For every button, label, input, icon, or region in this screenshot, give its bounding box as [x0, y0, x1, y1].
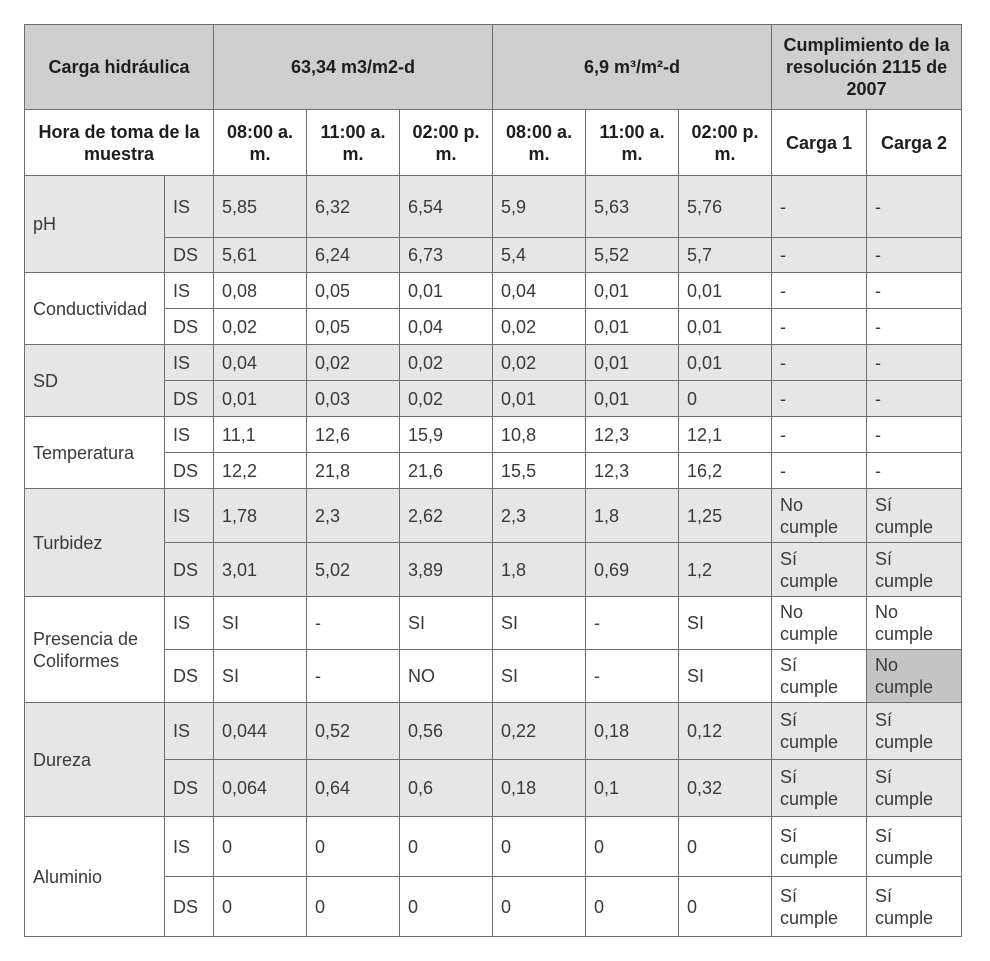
sample-position: IS — [165, 176, 214, 238]
compliance-carga-1: Sí cumple — [772, 543, 867, 597]
table-row — [25, 176, 962, 238]
measurement-value: SI — [679, 597, 772, 650]
measurement-value: 0,01 — [586, 381, 679, 417]
measurement-value: 0 — [214, 817, 307, 877]
measurement-value: 12,2 — [214, 453, 307, 489]
measurement-value: SI — [214, 597, 307, 650]
table-row — [25, 417, 962, 453]
measurement-value: 12,3 — [586, 453, 679, 489]
table-row — [25, 760, 962, 817]
measurement-value: 0,01 — [586, 345, 679, 381]
compliance-carga-2: - — [867, 176, 962, 238]
table-row — [25, 597, 962, 650]
compliance-carga-2: Sí cumple — [867, 817, 962, 877]
measurement-value: 2,3 — [307, 489, 400, 543]
measurement-value: 6,73 — [400, 238, 493, 273]
measurement-value: 0 — [679, 381, 772, 417]
measurement-value: 0,01 — [214, 381, 307, 417]
measurement-value: 0,01 — [679, 345, 772, 381]
measurement-value: 12,1 — [679, 417, 772, 453]
measurement-value: 1,2 — [679, 543, 772, 597]
measurement-value: 0,12 — [679, 703, 772, 760]
sample-position: DS — [165, 309, 214, 345]
measurement-value: 0,03 — [307, 381, 400, 417]
measurement-value: 0,044 — [214, 703, 307, 760]
measurement-value: 0,1 — [586, 760, 679, 817]
parameter-name: pH — [25, 176, 165, 273]
measurement-value: 0,32 — [679, 760, 772, 817]
measurement-value: - — [307, 597, 400, 650]
sample-position: IS — [165, 597, 214, 650]
compliance-carga-1: - — [772, 381, 867, 417]
time-header: 08:00 a. m. — [493, 110, 586, 176]
water-quality-table — [24, 24, 962, 937]
measurement-value: 2,3 — [493, 489, 586, 543]
measurement-value: 3,89 — [400, 543, 493, 597]
measurement-value: 0,64 — [307, 760, 400, 817]
measurement-value: 1,8 — [586, 489, 679, 543]
measurement-value: 6,32 — [307, 176, 400, 238]
time-header: 02:00 p. m. — [400, 110, 493, 176]
measurement-value: 1,78 — [214, 489, 307, 543]
compliance-carga-2: Sí cumple — [867, 877, 962, 937]
measurement-value: 0,52 — [307, 703, 400, 760]
compliance-carga-2: Sí cumple — [867, 489, 962, 543]
measurement-value: SI — [493, 650, 586, 703]
measurement-value: 5,4 — [493, 238, 586, 273]
table-row — [25, 703, 962, 760]
measurement-value: NO — [400, 650, 493, 703]
sample-position: DS — [165, 238, 214, 273]
sample-position: DS — [165, 877, 214, 937]
sample-position: IS — [165, 703, 214, 760]
sample-position: IS — [165, 345, 214, 381]
compliance-carga-2: Sí cumple — [867, 760, 962, 817]
measurement-value: 0,02 — [307, 345, 400, 381]
measurement-value: 0,04 — [400, 309, 493, 345]
measurement-value: 0 — [679, 877, 772, 937]
table-row — [25, 877, 962, 937]
measurement-value: - — [307, 650, 400, 703]
sample-position: IS — [165, 489, 214, 543]
sample-position: DS — [165, 650, 214, 703]
measurement-value: 0,02 — [493, 345, 586, 381]
measurement-value: 0,01 — [586, 309, 679, 345]
table-row — [25, 238, 962, 273]
compliance-carga-1: - — [772, 176, 867, 238]
measurement-value: 2,62 — [400, 489, 493, 543]
sample-position: IS — [165, 817, 214, 877]
measurement-value: 5,7 — [679, 238, 772, 273]
sample-time-header: Hora de toma de la muestra — [25, 110, 214, 176]
table-row — [25, 489, 962, 543]
time-header: 11:00 a. m. — [586, 110, 679, 176]
measurement-value: - — [586, 650, 679, 703]
header-row-1 — [25, 25, 962, 110]
compliance-carga-1: - — [772, 417, 867, 453]
compliance-carga-2: - — [867, 417, 962, 453]
compliance-carga-1: No cumple — [772, 489, 867, 543]
table-row — [25, 273, 962, 309]
measurement-value: 0,02 — [493, 309, 586, 345]
table-row — [25, 817, 962, 877]
measurement-value: 0,18 — [493, 760, 586, 817]
time-header: 11:00 a. m. — [307, 110, 400, 176]
load-1-header: 63,34 m3/m2-d — [214, 25, 493, 110]
compliance-carga-2: - — [867, 453, 962, 489]
compliance-carga-2: - — [867, 273, 962, 309]
measurement-value: 0,01 — [493, 381, 586, 417]
measurement-value: 0,01 — [400, 273, 493, 309]
measurement-value: 0,02 — [214, 309, 307, 345]
measurement-value: 0 — [400, 817, 493, 877]
measurement-value: 11,1 — [214, 417, 307, 453]
measurement-value: SI — [493, 597, 586, 650]
measurement-value: 5,63 — [586, 176, 679, 238]
time-header: 08:00 a. m. — [214, 110, 307, 176]
sample-position: IS — [165, 417, 214, 453]
sample-position: DS — [165, 453, 214, 489]
parameter-name: SD — [25, 345, 165, 417]
table-row — [25, 309, 962, 345]
measurement-value: 6,54 — [400, 176, 493, 238]
carga-2-header: Carga 2 — [867, 110, 962, 176]
measurement-value: 5,02 — [307, 543, 400, 597]
compliance-carga-2: - — [867, 381, 962, 417]
measurement-value: 0,69 — [586, 543, 679, 597]
compliance-carga-1: Sí cumple — [772, 877, 867, 937]
compliance-carga-2: No cumple — [867, 650, 962, 703]
measurement-value: 0,01 — [679, 309, 772, 345]
carga-hidraulica-header: Carga hidráulica — [25, 25, 214, 110]
compliance-carga-1: - — [772, 238, 867, 273]
measurement-value: 1,25 — [679, 489, 772, 543]
table-row — [25, 453, 962, 489]
sample-position: DS — [165, 760, 214, 817]
compliance-carga-1: - — [772, 453, 867, 489]
compliance-carga-1: - — [772, 345, 867, 381]
measurement-value: 0,02 — [400, 381, 493, 417]
measurement-value: 5,85 — [214, 176, 307, 238]
table-row — [25, 650, 962, 703]
measurement-value: 0,05 — [307, 273, 400, 309]
measurement-value: 0,05 — [307, 309, 400, 345]
compliance-carga-2: No cumple — [867, 597, 962, 650]
parameter-name: Dureza — [25, 703, 165, 817]
measurement-value: 0 — [307, 817, 400, 877]
measurement-value: 0,064 — [214, 760, 307, 817]
measurement-value: 16,2 — [679, 453, 772, 489]
compliance-carga-2: - — [867, 238, 962, 273]
compliance-carga-1: - — [772, 309, 867, 345]
header-row-2 — [25, 110, 962, 176]
measurement-value: 0 — [679, 817, 772, 877]
measurement-value: 21,6 — [400, 453, 493, 489]
table-row — [25, 381, 962, 417]
compliance-carga-1: Sí cumple — [772, 650, 867, 703]
measurement-value: 0 — [307, 877, 400, 937]
measurement-value: - — [586, 597, 679, 650]
carga-1-header: Carga 1 — [772, 110, 867, 176]
compliance-carga-1: - — [772, 273, 867, 309]
measurement-value: 0 — [400, 877, 493, 937]
measurement-value: SI — [679, 650, 772, 703]
compliance-carga-1: Sí cumple — [772, 760, 867, 817]
compliance-carga-1: No cumple — [772, 597, 867, 650]
time-header: 02:00 p. m. — [679, 110, 772, 176]
measurement-value: 5,61 — [214, 238, 307, 273]
measurement-value: 0 — [493, 877, 586, 937]
measurement-value: 15,9 — [400, 417, 493, 453]
table-row — [25, 345, 962, 381]
measurement-value: 0,56 — [400, 703, 493, 760]
compliance-carga-2: - — [867, 309, 962, 345]
measurement-value: 0,08 — [214, 273, 307, 309]
measurement-value: 1,8 — [493, 543, 586, 597]
sample-position: DS — [165, 543, 214, 597]
measurement-value: 3,01 — [214, 543, 307, 597]
measurement-value: 0,18 — [586, 703, 679, 760]
measurement-value: 0,04 — [493, 273, 586, 309]
measurement-value: 0,04 — [214, 345, 307, 381]
measurement-value: 5,9 — [493, 176, 586, 238]
parameter-name: Presencia de Coliformes — [25, 597, 165, 703]
measurement-value: 6,24 — [307, 238, 400, 273]
compliance-carga-2: Sí cumple — [867, 543, 962, 597]
measurement-value: 5,52 — [586, 238, 679, 273]
measurement-value: 0 — [214, 877, 307, 937]
measurement-value: 5,76 — [679, 176, 772, 238]
measurement-value: 0,6 — [400, 760, 493, 817]
parameter-name: Conductividad — [25, 273, 165, 345]
measurement-value: 0,22 — [493, 703, 586, 760]
measurement-value: 0,01 — [679, 273, 772, 309]
measurement-value: 12,3 — [586, 417, 679, 453]
measurement-value: 12,6 — [307, 417, 400, 453]
compliance-carga-2: Sí cumple — [867, 703, 962, 760]
parameter-name: Temperatura — [25, 417, 165, 489]
load-2-header: 6,9 m³/m²-d — [493, 25, 772, 110]
compliance-carga-2: - — [867, 345, 962, 381]
measurement-value: 21,8 — [307, 453, 400, 489]
measurement-value: 0 — [586, 817, 679, 877]
table-row — [25, 543, 962, 597]
compliance-header: Cumplimiento de la resolución 2115 de 2007 — [772, 25, 962, 110]
measurement-value: SI — [214, 650, 307, 703]
compliance-carga-1: Sí cumple — [772, 817, 867, 877]
parameter-name: Turbidez — [25, 489, 165, 597]
measurement-value: 0,02 — [400, 345, 493, 381]
compliance-carga-1: Sí cumple — [772, 703, 867, 760]
measurement-value: 10,8 — [493, 417, 586, 453]
measurement-value: 0 — [493, 817, 586, 877]
sample-position: DS — [165, 381, 214, 417]
parameter-name: Aluminio — [25, 817, 165, 937]
measurement-value: 0,01 — [586, 273, 679, 309]
measurement-value: SI — [400, 597, 493, 650]
measurement-value: 0 — [586, 877, 679, 937]
sample-position: IS — [165, 273, 214, 309]
measurement-value: 15,5 — [493, 453, 586, 489]
